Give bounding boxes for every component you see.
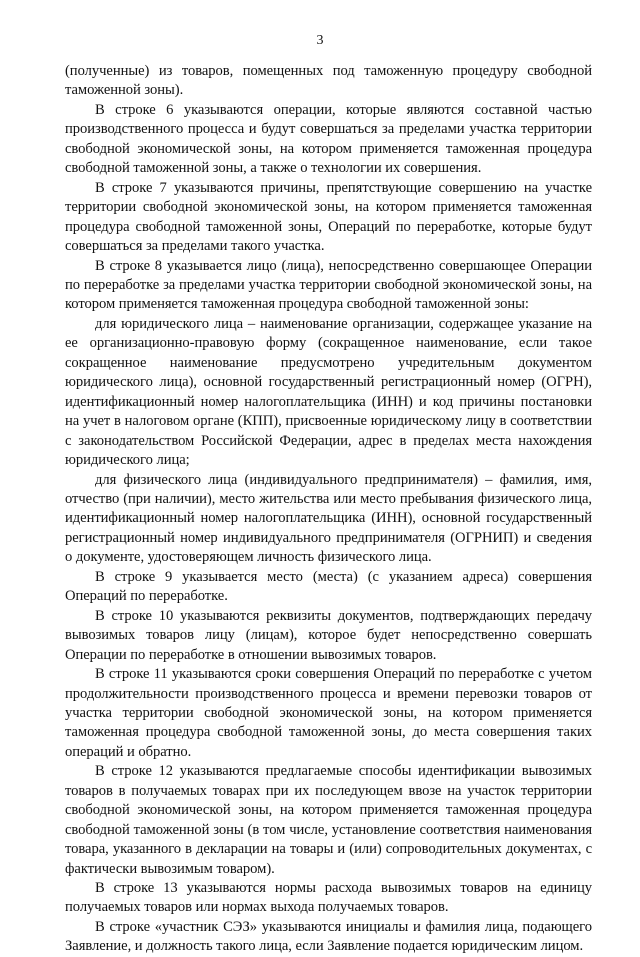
paragraph-legal-entity: для юридического лица – наименование организации, содержащее указание на ее организационно-правовую форму (сокращенное наименование, если такое сокращенное наименование предусмотрено учредительным документом юридического лица), основной государственный регистрационный номер (ОГРН), идентификационный номер налогоплательщика (ИНН) и код причины постановки на учет в налоговом органе (КПП), присвоенные юридическому лицу в соответствии с законодательством Российской Федерации, адрес в пределах места нахождения юридического лица; [65, 315, 592, 469]
paragraph-line-12: В строке 12 указываются предлагаемые способы идентификации вывозимых товаров в получаемых товарах при их последующем ввозе на участок территории свободной экономической зоны, на котором применяется таможенная процедура свободной таможенной зоны (в том числе, установление соответствия наименования товара, указанного в декларации на товары и (или) сопроводительных документах, с фактически вывозимым товаром). [65, 763, 592, 877]
paragraph-individual: для физического лица (индивидуального предпринимателя) – фамилия, имя, отчество (при наличии), место жительства или место пребывания физического лица, идентификационный номер налогоплательщика (ИНН), основной государственный регистрационный номер индивидуального предпринимателя (ОГРНИП) и сведения о документе, удостоверяющем личность физического лица. [65, 471, 592, 566]
paragraph-line-8: В строке 8 указывается лицо (лица), непосредственно совершающее Операции по переработке за пределами участка территории свободной экономической зоны, на котором применяется таможенная процедура свободной таможенной зоны: [65, 257, 592, 313]
paragraph-line-13: В строке 13 указываются нормы расхода вывозимых товаров на единицу получаемых товаров или нормах выхода получаемых товаров. [65, 880, 592, 916]
page-number: 3 [316, 33, 324, 48]
paragraph-line-9: В строке 9 указывается место (места) (с указанием адреса) совершения Операций по переработке. [65, 568, 592, 605]
document-body [65, 62, 592, 957]
paragraph-line-11: В строке 11 указываются сроки совершения Операций по переработке с учетом продолжительности производственного процесса и времени перевозки товаров от участка территории свободной экономической зоны, на котором применяется таможенная процедура свободной таможенной зоны, до места совершения таких операций и обратно. [65, 666, 592, 760]
paragraph-participant: В строке «участник СЭЗ» указываются инициалы и фамилия лица, подающего Заявление, и должность такого лица, если Заявление подается юридическим лицом. [65, 918, 592, 955]
paragraph-continuation: (полученные) из товаров, помещенных под таможенную процедуру свободной таможенной зоны). [65, 63, 592, 99]
paragraph-line-6: В строке 6 указываются операции, которые являются составной частью производственного процесса и будут совершаться за пределами участка территории свободной экономической зоны, на котором применяется таможенная процедура свободной таможенной зоны, а также о технологии их совершения. [65, 101, 592, 177]
paragraph-line-7: В строке 7 указываются причины, препятствующие совершению на участке территории свободной экономической зоны, на котором применяется таможенная процедура свободной таможенной зоны, Операций по переработке, которые будут совершаться за пределами такого участка. [65, 179, 592, 255]
paragraph-line-10: В строке 10 указываются реквизиты документов, подтверждающих передачу вывозимых товаров лицу (лицам), которое будет непосредственно совершать Операции по переработке в отношении вывозимых товаров. [65, 607, 592, 663]
